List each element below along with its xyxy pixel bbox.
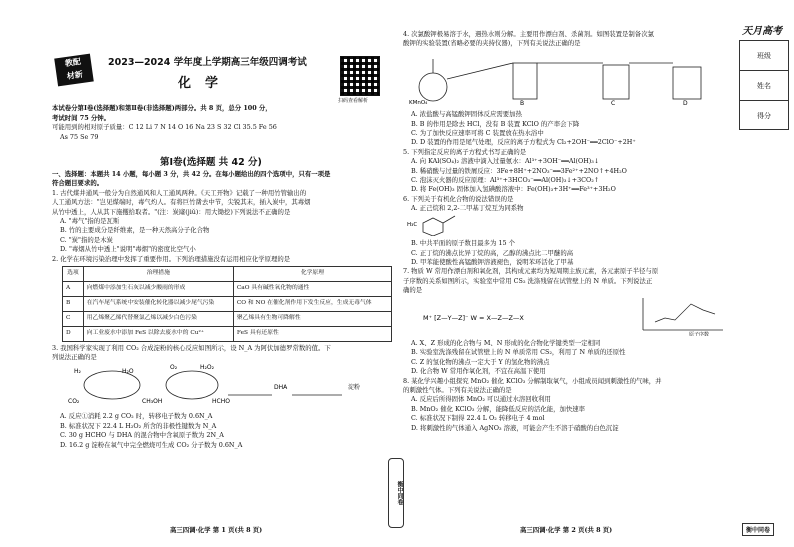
option: C. Z 的氢化物的沸点一定大于 Y 的氢化物的沸点 xyxy=(411,357,550,366)
benzene-structure xyxy=(403,214,483,236)
table-row: D 向工业废水中添加 FeS 以除去废水中的 Cu²⁺ FeS 具有还原性 xyxy=(63,327,392,342)
option: B. 标准状况下 22.4 L H₂O₂ 所含的非极性键数为 N_A xyxy=(60,421,217,430)
svg-text:C: C xyxy=(611,99,616,107)
table-header: 化学原理 xyxy=(233,267,391,282)
brand-logo: 天月高考 xyxy=(742,26,782,37)
question-5: 5. 下列指定反应的离子方程式书写正确的是 xyxy=(403,147,527,156)
w-structure-and-radius-plot xyxy=(403,296,733,336)
option: A. 正己烷和 2,2-二甲基丁烷互为同系物 xyxy=(411,204,524,213)
qr-code-icon[interactable] xyxy=(340,56,380,96)
option: C. 泡沫灭火器的反应原理：Al³⁺+3HCO₃⁻══Al(OH)₃↓+3CO₂↑ xyxy=(411,176,600,185)
footer-badge: 衡中同卷 xyxy=(742,523,774,536)
page-footer-left: 高三四调·化学 第 1 页(共 8 页) xyxy=(170,526,263,534)
table-header: 治理措施 xyxy=(83,267,233,282)
intro-block xyxy=(52,104,392,142)
option: B. MnO₂ 催化 KClO₃ 分解，能降低反应的活化能，加快速率 xyxy=(411,404,586,413)
svg-text:DHA: DHA xyxy=(274,383,288,391)
svg-text:CH₃OH: CH₃OH xyxy=(142,397,163,405)
svg-text:H₃C: H₃C xyxy=(407,221,418,228)
option: D. D 装置的作用是尾气处理，反应的离子方程式为 Cl₂+2OH⁻══2ClO⁻+2H⁺ xyxy=(411,138,636,147)
co2-starch-diagram xyxy=(52,363,392,409)
option: B. 中共平面的原子数目最多为 15 个 xyxy=(411,239,516,248)
option: D. "毒烟从竹中透上"说明"毒烟"的密度比空气小 xyxy=(60,245,196,254)
option: D. 甲苯能使酸性高锰酸钾溶液褪色，说明苯环活化了甲基 xyxy=(411,257,574,266)
table-row: B 在汽车尾气系统中安装催化转化器以减少尾气污染 CO 和 NO 在催化剂作用下发生反应，生成无毒气体 xyxy=(63,297,392,312)
exam-title: 2023—2024 学年度上学期高三年级四调考试 xyxy=(108,57,307,68)
option: B. 稀硝酸与过量的铁屑反应：3Fe+8H⁺+2NO₃⁻══3Fe²⁺+2NO↑+4H₂O xyxy=(411,166,627,175)
option: A. "毒气"指的是瓦斯 xyxy=(60,217,120,226)
question-4: 4. 次氯酸钾极易溶于水，遇热水则分解。主要用作漂白剂、杀菌剂。如图装置是制备次氯 xyxy=(403,30,654,38)
center-seal: 衡中同卷 xyxy=(388,458,404,528)
table-row: A 向燃煤中添加生石灰以减少酸雨的形成 CaO 具有碱性氧化物的通性 xyxy=(63,282,392,297)
table-row: C 用乙烯聚乙烯代替聚氯乙烯以减少白色污染 聚乙烯具有生物可降解性 xyxy=(63,312,392,327)
option: B. 实验室洗涤残留在试管壁上的 N 单质常用 CS₂，利用了 N 单质的还原性 xyxy=(411,348,626,357)
svg-text:KMnO₄: KMnO₄ xyxy=(409,99,428,106)
option: D. 16.2 g 淀粉在氧气中完全燃烧可生成 CO₂ 分子数为 0.6N_A xyxy=(60,440,243,449)
intro-line: As 75 Se 79 xyxy=(60,132,99,141)
page-footer-right: 高三四调·化学 第 2 页(共 8 页) xyxy=(520,526,613,534)
question-2: 2. 化学在环境污染治理中发挥了重要作用。下列治理措施没有运用相应化学原理的是 xyxy=(52,254,291,263)
option: D. 将 Fe(OH)₃ 固体加入氢碘酸溶液中：Fe(OH)₃+3H⁺══Fe³⁺+3H₂O xyxy=(411,185,616,194)
intro-line: 考试时间 75 分钟。 xyxy=(52,113,111,122)
question-7: 子序数的关系如图所示，实验室中常用 CS₂ 洗涤残留在试管壁上的 N 单质。下列说法正 xyxy=(403,276,653,285)
question-8: 8. 某化学兴趣小组探究 MnO₂ 催化 KClO₃ 分解制取氧气，小组成员闻到刺激性的气味，并 xyxy=(403,376,662,385)
option: C. 为了加快反应速率可将 C 装置放在热水浴中 xyxy=(411,129,544,138)
instruction: 符合题目要求的。 xyxy=(52,179,104,188)
option: C. 标准状况下制得 22.4 L O₂ 转移电子 4 mol xyxy=(411,414,545,423)
svg-text:H₂O₂: H₂O₂ xyxy=(200,363,215,371)
svg-text:M⁺ [Z—Y—Z]⁻ W = X—Z—Z—X: M⁺ [Z—Y—Z]⁻ W = X—Z—Z—X xyxy=(423,313,524,322)
score-cell: 得分 xyxy=(757,112,771,120)
option: D. 将刺激性的气体通入 AgNO₃ 溶液，可能会产生不溶于硝酸的白色沉淀 xyxy=(411,423,619,432)
svg-text:CO₂: CO₂ xyxy=(68,397,80,405)
svg-text:H₂: H₂ xyxy=(74,367,81,375)
section-title: 第Ⅰ卷(选择题 共 42 分) xyxy=(160,157,262,168)
question-4: 酸钾的实验装置(省略必要的夹持仪器)，下列有关说法正确的是 xyxy=(403,39,581,48)
question-3: 3. 我国科学家实现了利用 CO₂ 合成淀粉的核心反应如图所示，设 N_A 为阿伏加德罗常数的值。下 xyxy=(52,344,331,353)
question-3: 列说法正确的是 xyxy=(52,353,97,362)
apparatus-diagram xyxy=(403,49,733,107)
intro-line: 本试卷分第Ⅰ卷(选择题)和第Ⅱ卷(非选择题)两部分。共 8 页，总分 100 分， xyxy=(52,104,272,112)
option: B. B 的作用是除去 HCl，没有 B 装置 KClO 的产率会下降 xyxy=(411,119,580,128)
option: A. 反应①消耗 2.2 g CO₂ 时，转移电子数为 0.6N_A xyxy=(60,412,213,421)
left-questions xyxy=(52,170,400,450)
question-1: 从竹中透上，人从其下施攫拾取者。"(注：炭窿(jiǔ)：用大锄挖)下列说法不正确的是 xyxy=(52,207,291,216)
question-1: 人工通风方法："岂见煤端时，毒气灼人。有将巨竹凿去中节，尖锐其末，插入炭中，其毒烟 xyxy=(52,198,311,207)
qr-caption: 扫码查看解析 xyxy=(338,98,369,104)
question-8: 的刺激性气体。下列有关说法正确的是 xyxy=(403,385,512,394)
right-questions xyxy=(403,30,735,433)
option: A. 浓盐酸与高锰酸钾固体反应需要加热 xyxy=(411,110,522,119)
question-6: 6. 下列关于有机化合物的说法错误的是 xyxy=(403,194,514,203)
name-cell: 姓名 xyxy=(740,71,788,101)
question-7: 7. 物质 W 常用作漂白剂和氧化剂，其构成元素均为短周期主族元素，各元素原子半径与原 xyxy=(403,267,659,276)
class-cell: 班级 xyxy=(740,41,788,71)
option: C. 30 g HCHO 与 DHA 的混合物中含氧原子数为 2N_A xyxy=(60,431,224,440)
intro-line: 可能用到的相对原子质量：C 12 Li 7 N 14 O 16 Na 23 S 32 Cl 35.5 Fe 56 xyxy=(52,123,277,132)
svg-text:H₂O: H₂O xyxy=(122,367,134,375)
svg-text:O₂: O₂ xyxy=(170,363,178,371)
instruction: 一、选择题：本题共 14 小题，每小题 3 分，共 42 分。在每小题给出的四个选项中，只有一项是 xyxy=(52,170,331,178)
info-sidebar xyxy=(739,40,789,130)
svg-text:D: D xyxy=(683,99,688,107)
question-7: 确的是 xyxy=(403,286,423,295)
option: A. 向 KAl(SO₄)₂ 溶液中滴入过量氨水：Al³⁺+3OH⁻══Al(OH)₃↓ xyxy=(411,157,600,166)
option: A. X、Z 形成的化合物与 M、N 形成的化合物化学键类型一定相同 xyxy=(411,338,601,347)
option: C. "炭"指的是木炭 xyxy=(60,235,113,244)
svg-text:淀粉: 淀粉 xyxy=(348,383,361,391)
svg-text:原子序数: 原子序数 xyxy=(689,331,710,336)
option: C. 正丁烷的沸点比异丁烷的高，乙醇的沸点比二甲醚的高 xyxy=(411,248,574,257)
subject-title: 化学 xyxy=(178,76,233,91)
textbook-stamp: 教配 材新 xyxy=(54,54,94,87)
option: B. 竹的主要成分是纤维素，是一种天然高分子化合物 xyxy=(60,226,210,235)
svg-text:B: B xyxy=(520,99,525,107)
question-1: 1. 古代煤井通风一般分为自然通风和人工通风两种。《天工开物》记载了一种用竹管输出的 xyxy=(52,188,307,197)
option: A. 反应后所得固体 MnO₂ 可以通过水溶回收利用 xyxy=(411,395,551,404)
q2-table xyxy=(62,266,392,342)
table-header: 选项 xyxy=(63,267,84,282)
option: D. 化合物 W 常用作氧化剂，不宜在高温下使用 xyxy=(411,367,546,376)
svg-text:HCHO: HCHO xyxy=(212,397,230,405)
